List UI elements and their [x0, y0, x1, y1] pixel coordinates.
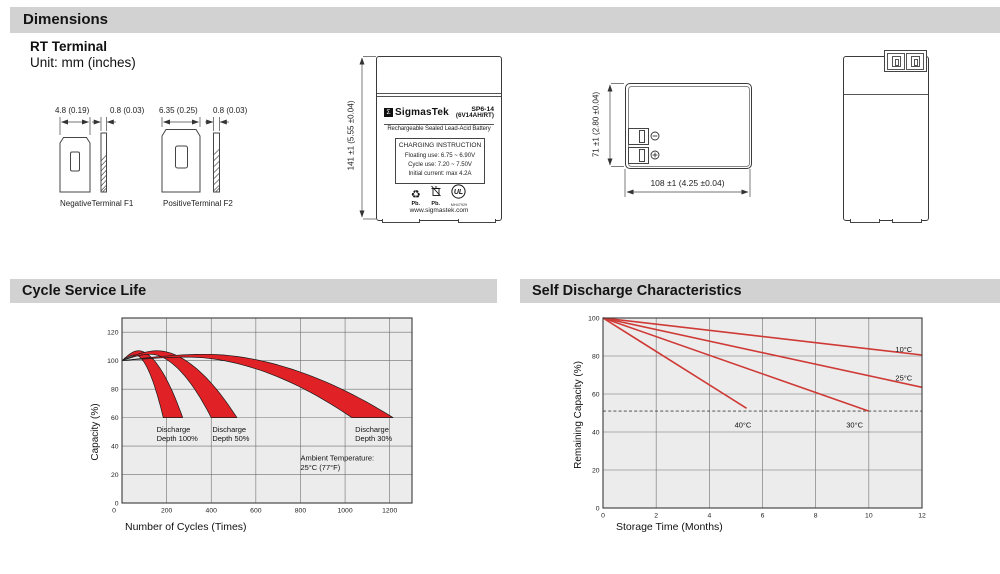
positive-terminal-front-drawing: [162, 117, 200, 192]
charging-instruction-box: [395, 138, 485, 184]
x-tick-label: 800: [294, 507, 307, 515]
terminal-housing: [884, 50, 927, 72]
front-height-dim: 141 ±1 (5.55 ±0.04): [346, 100, 356, 171]
negative-terminal-label: NegativeTerminal F1: [60, 199, 134, 208]
terminal-drawings: [50, 103, 275, 203]
y-tick-label: 60: [591, 391, 600, 399]
series-label: 30°C: [846, 420, 864, 430]
battery-front-view: [340, 40, 515, 240]
battery-rating: (6V14AH/RT): [455, 112, 494, 120]
band-label: Depth 100%: [156, 433, 198, 443]
minus-symbol-icon: [650, 131, 660, 141]
x-tick-label: 12: [918, 512, 926, 520]
plus-symbol-icon: [650, 150, 660, 160]
lid-seam-line: [377, 93, 501, 94]
x-tick-label: 8: [813, 512, 818, 520]
cycle-service-life-plot: [90, 310, 430, 542]
x-tick-label: 1200: [382, 507, 398, 515]
charging-line: Initial current: max 4.2A: [408, 171, 472, 177]
y-tick-label: 100: [107, 357, 119, 365]
label-brand-row: [384, 106, 494, 120]
section-header-cycle-service-life: [10, 279, 497, 303]
y-tick-label: 120: [107, 329, 119, 337]
unit-note: Unit: mm (inches): [30, 55, 136, 70]
section-header-dimensions: [10, 7, 1000, 33]
positive-terminal-tab: [628, 147, 649, 164]
y-tick-label: 20: [591, 467, 600, 475]
annotation-text: 25°C (77°F): [300, 462, 341, 472]
pos-thickness-dim: 0.8 (0.03): [213, 106, 248, 115]
battery-foot: [850, 219, 880, 223]
positive-terminal-side-drawing: [205, 117, 229, 192]
band-label: Depth 50%: [212, 433, 250, 443]
band-label: Depth 30%: [355, 433, 393, 443]
band-label: Discharge: [212, 424, 247, 434]
y-tick-label: 0: [114, 500, 119, 508]
y-axis-label: Remaining Capacity (%): [573, 361, 584, 469]
battery-foot: [892, 219, 922, 223]
ul-mark-icon: [451, 184, 467, 208]
section-header-self-discharge: [520, 279, 1000, 303]
annotation-text: Ambient Temperature:: [300, 453, 375, 463]
y-tick-label: 100: [588, 315, 600, 323]
charging-line: Floating use: 6.75 ~ 6.90V: [404, 153, 476, 159]
recycle-pb-icon: ♻ Pb.: [410, 189, 421, 208]
neg-width-dim: 4.8 (0.19): [55, 106, 90, 115]
label-icons-row: [377, 184, 501, 208]
crossed-bin-pb-icon: Pb.: [430, 185, 442, 208]
y-tick-label: 80: [110, 386, 119, 394]
x-tick-label: 6: [760, 512, 765, 520]
battery-foot: [458, 219, 496, 223]
top-width-dim: 108 ±1 (4.25 ±0.04): [650, 178, 725, 188]
x-tick-label: 600: [250, 507, 262, 515]
terminal-cell: [887, 53, 906, 70]
charging-line: Cycle use: 7.20 ~ 7.50V: [408, 162, 472, 168]
battery-top-view: [585, 75, 770, 205]
cycle-service-life-chart: [90, 310, 430, 542]
section-title: Dimensions: [23, 11, 109, 28]
battery-type-subtitle: Rechargeable Sealed Lead-Acid Battery: [387, 126, 491, 132]
battery-foot: [382, 219, 420, 223]
website-text: www.sigmastek.com: [409, 207, 469, 214]
x-tick-label: 1000: [337, 507, 353, 515]
x-tick-label: 0: [601, 512, 605, 520]
x-axis-label: Number of Cycles (Times): [125, 521, 247, 533]
x-tick-label: 10: [865, 512, 873, 520]
y-tick-label: 80: [591, 353, 600, 361]
section-title: Self Discharge Characteristics: [532, 283, 742, 299]
y-tick-label: 60: [110, 414, 119, 422]
charging-title: CHARGING INSTRUCTION: [398, 142, 482, 149]
series-label: 10°C: [895, 345, 913, 355]
lid-seam-line: [377, 96, 501, 97]
x-tick-label: 2: [654, 512, 659, 520]
battery-front-body: [376, 56, 502, 221]
y-axis-label: Capacity (%): [90, 403, 101, 461]
y-tick-label: 40: [110, 443, 119, 451]
negative-terminal-side-drawing: [92, 117, 116, 192]
x-tick-label: 4: [707, 512, 712, 520]
label-divider: [384, 124, 494, 125]
y-tick-label: 20: [110, 471, 119, 479]
x-tick-label: 0: [112, 507, 116, 515]
band-label: Discharge: [156, 424, 191, 434]
x-axis-label: Storage Time (Months): [616, 521, 723, 533]
self-discharge-plot: [570, 310, 970, 542]
self-discharge-chart: [570, 310, 970, 542]
lid-seam-line: [844, 94, 928, 95]
negative-terminal-front-drawing: [60, 117, 90, 192]
positive-terminal-label: PositiveTerminal F2: [163, 199, 233, 208]
x-tick-label: 200: [160, 507, 173, 515]
y-tick-label: 40: [591, 429, 600, 437]
pos-width-dim: 6.35 (0.25): [159, 106, 198, 115]
negative-terminal-tab: [628, 128, 649, 145]
brand-name: SigmasTek: [395, 107, 449, 119]
neg-thickness-dim: 0.8 (0.03): [110, 106, 145, 115]
svg-text:UL: UL: [454, 189, 464, 196]
ul-file-number: MH47929: [450, 203, 468, 207]
band-label: Discharge: [355, 424, 389, 434]
sigmastek-logo-icon: Σ: [384, 108, 393, 117]
series-label: 25°C: [895, 373, 913, 383]
battery-top-body: [625, 83, 752, 169]
terminal-cell: [906, 53, 925, 70]
battery-side-view: [840, 38, 935, 228]
y-tick-label: 0: [595, 505, 600, 513]
section-title: Cycle Service Life: [22, 283, 147, 299]
series-label: 40°C: [734, 420, 752, 430]
x-tick-label: 400: [205, 507, 217, 515]
battery-side-body: [843, 56, 929, 221]
top-height-dim: 71 ±1 (2.80 ±0.04): [591, 91, 601, 158]
rt-terminal-title: RT Terminal: [30, 39, 108, 54]
model-number: SP6-14: [471, 106, 494, 113]
